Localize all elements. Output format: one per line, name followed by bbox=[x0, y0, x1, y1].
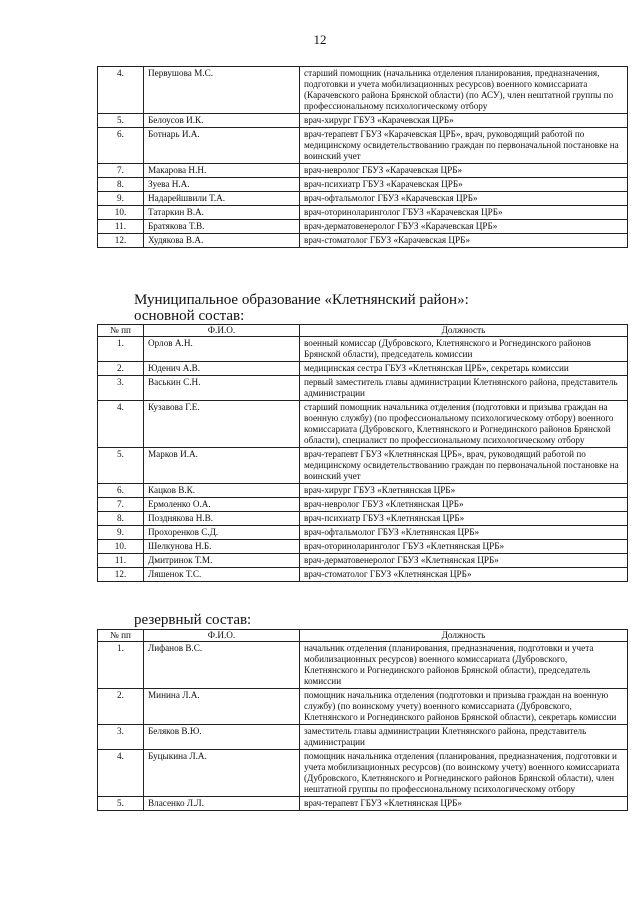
person-name-cell: Первушова М.С. bbox=[144, 67, 300, 114]
person-name-cell: Беляков В.Ю. bbox=[144, 725, 300, 750]
row-number-cell: 10. bbox=[98, 540, 144, 554]
person-name-cell: Ляшенок Т.С. bbox=[144, 568, 300, 582]
person-name-cell: Буцыкина Л.А. bbox=[144, 750, 300, 797]
column-header-position: Должность bbox=[300, 325, 628, 337]
position-cell: врач-терапевт ГБУЗ «Клетнянская ЦРБ», врач, руководящий работой по медицинскому освидетельствованию граждан по первоначальной постановке на воинский учет bbox=[300, 448, 628, 484]
position-cell: начальник отделения (планирования, предназначения, подготовки и учета мобилизационных ресурсов) военного комиссариата (Дубровского, Клетнянского и Рогнединского районов Брянской области), председатель комиссии bbox=[300, 642, 628, 689]
person-name-cell: Ботнарь И.А. bbox=[144, 128, 300, 164]
row-number-cell: 5. bbox=[98, 114, 144, 128]
table-row bbox=[98, 642, 628, 689]
person-name-cell: Макарова Н.Н. bbox=[144, 164, 300, 178]
position-cell: врач-стоматолог ГБУЗ «Карачевская ЦРБ» bbox=[300, 234, 628, 248]
person-name-cell: Юденич А.В. bbox=[144, 362, 300, 376]
person-name-cell: Лифанов В.С. bbox=[144, 642, 300, 689]
position-cell: врач-невролог ГБУЗ «Карачевская ЦРБ» bbox=[300, 164, 628, 178]
row-number-cell: 9. bbox=[98, 192, 144, 206]
column-header-num: № пп bbox=[98, 630, 144, 642]
person-name-cell: Худякова В.А. bbox=[144, 234, 300, 248]
position-cell: врач-терапевт ГБУЗ «Клетнянская ЦРБ» bbox=[300, 797, 628, 811]
table-row bbox=[98, 128, 628, 164]
table-row bbox=[98, 750, 628, 797]
person-name-cell: Власенко Л.Л. bbox=[144, 797, 300, 811]
table-row bbox=[98, 164, 628, 178]
person-name-cell: Ермоленко О.А. bbox=[144, 498, 300, 512]
row-number-cell: 7. bbox=[98, 498, 144, 512]
row-number-cell: 10. bbox=[98, 206, 144, 220]
row-number-cell: 3. bbox=[98, 725, 144, 750]
column-header-num: № пп bbox=[98, 325, 144, 337]
table-row bbox=[98, 484, 628, 498]
row-number-cell: 5. bbox=[98, 448, 144, 484]
position-cell: первый заместитель главы администрации Клетнянского района, представитель администрации bbox=[300, 376, 628, 401]
position-cell: военный комиссар (Дубровского, Клетнянского и Рогнединского районов Брянской области), председатель комиссии bbox=[300, 337, 628, 362]
table-row bbox=[98, 114, 628, 128]
position-cell: врач-психиатр ГБУЗ «Карачевская ЦРБ» bbox=[300, 178, 628, 192]
row-number-cell: 3. bbox=[98, 376, 144, 401]
table-row bbox=[98, 526, 628, 540]
person-name-cell: Шелкунова Н.Б. bbox=[144, 540, 300, 554]
row-number-cell: 11. bbox=[98, 554, 144, 568]
row-number-cell: 2. bbox=[98, 362, 144, 376]
row-number-cell: 4. bbox=[98, 401, 144, 448]
table-row bbox=[98, 67, 628, 114]
table-row bbox=[98, 178, 628, 192]
main-composition-table bbox=[97, 324, 628, 582]
municipality-heading: Муниципальное образование «Клетнянский район»: bbox=[134, 292, 469, 308]
row-number-cell: 4. bbox=[98, 750, 144, 797]
row-number-cell: 1. bbox=[98, 337, 144, 362]
table-row bbox=[98, 192, 628, 206]
position-cell: врач-офтальмолог ГБУЗ «Карачевская ЦРБ» bbox=[300, 192, 628, 206]
person-name-cell: Марков И.А. bbox=[144, 448, 300, 484]
table-row bbox=[98, 234, 628, 248]
person-name-cell: Зуева Н.А. bbox=[144, 178, 300, 192]
position-cell: медицинская сестра ГБУЗ «Клетнянская ЦРБ», секретарь комиссии bbox=[300, 362, 628, 376]
row-number-cell: 12. bbox=[98, 234, 144, 248]
table-row bbox=[98, 220, 628, 234]
row-number-cell: 12. bbox=[98, 568, 144, 582]
table-row bbox=[98, 362, 628, 376]
person-name-cell: Васькин С.Н. bbox=[144, 376, 300, 401]
position-cell: врач-хирург ГБУЗ «Карачевская ЦРБ» bbox=[300, 114, 628, 128]
column-header-position: Должность bbox=[300, 630, 628, 642]
reserve-composition-table bbox=[97, 629, 628, 811]
person-name-cell: Братякова Т.В. bbox=[144, 220, 300, 234]
person-name-cell: Дмитринок Т.М. bbox=[144, 554, 300, 568]
row-number-cell: 9. bbox=[98, 526, 144, 540]
table-row bbox=[98, 512, 628, 526]
page-number: 12 bbox=[313, 32, 327, 47]
position-cell: старший помощник (начальника отделения планирования, предназначения, подготовки и учета мобилизационных ресурсов) военного комиссариата (Карачевского района Брянской области) (по АСУ), член нештатной группы по профессиональному психологическому отбору bbox=[300, 67, 628, 114]
position-cell: заместитель главы администрации Клетнянского района, представитель администрации bbox=[300, 725, 628, 750]
karachev-commission-table bbox=[97, 66, 628, 248]
table-row bbox=[98, 540, 628, 554]
main-composition-heading: основной состав: bbox=[134, 308, 245, 324]
position-cell: врач-невролог ГБУЗ «Клетнянская ЦРБ» bbox=[300, 498, 628, 512]
row-number-cell: 7. bbox=[98, 164, 144, 178]
position-cell: врач-офтальмолог ГБУЗ «Клетнянская ЦРБ» bbox=[300, 526, 628, 540]
person-name-cell: Надарейшвили Т.А. bbox=[144, 192, 300, 206]
table-row bbox=[98, 554, 628, 568]
table-row bbox=[98, 376, 628, 401]
person-name-cell: Кацков В.К. bbox=[144, 484, 300, 498]
position-cell: врач-терапевт ГБУЗ «Карачевская ЦРБ», врач, руководящий работой по медицинскому освидетельствованию граждан по первоначальной постановке на воинский учет bbox=[300, 128, 628, 164]
person-name-cell: Минина Л.А. bbox=[144, 689, 300, 725]
position-cell: помощник начальника отделения (планирования, предназначения, подготовки и учета мобилизационных ресурсов) (по воинскому учету) военного комиссариата (Дубровского, Клетнянского и Рогнединского районов Брянской области), член нештатной группы по профессиональному психологическому отбору bbox=[300, 750, 628, 797]
row-number-cell: 6. bbox=[98, 484, 144, 498]
row-number-cell: 1. bbox=[98, 642, 144, 689]
table-row bbox=[98, 689, 628, 725]
row-number-cell: 2. bbox=[98, 689, 144, 725]
row-number-cell: 5. bbox=[98, 797, 144, 811]
column-header-name: Ф.И.О. bbox=[144, 630, 300, 642]
position-cell: старший помощник начальника отделения (подготовки и призыва граждан на военную службу) (по профессиональному психологическому отбору) военного комиссариата (Дубровского, Клетнянского и Рогнединского районов Брянской области), специалист по профессиональному психологическому отбору bbox=[300, 401, 628, 448]
position-cell: врач-дерматовенеролог ГБУЗ «Клетнянская ЦРБ» bbox=[300, 554, 628, 568]
table-row bbox=[98, 498, 628, 512]
position-cell: врач-дерматовенеролог ГБУЗ «Карачевская ЦРБ» bbox=[300, 220, 628, 234]
position-cell: врач-психиатр ГБУЗ «Клетнянская ЦРБ» bbox=[300, 512, 628, 526]
position-cell: врач-хирург ГБУЗ «Клетнянская ЦРБ» bbox=[300, 484, 628, 498]
table-header-row bbox=[98, 325, 628, 337]
person-name-cell: Прохоренков С.Д. bbox=[144, 526, 300, 540]
position-cell: врач-оториноларинголог ГБУЗ «Клетнянская ЦРБ» bbox=[300, 540, 628, 554]
column-header-name: Ф.И.О. bbox=[144, 325, 300, 337]
table-row bbox=[98, 725, 628, 750]
person-name-cell: Кузавова Г.Е. bbox=[144, 401, 300, 448]
position-cell: помощник начальника отделения (подготовки и призыва граждан на военную службу) (по воинскому учету) военного комиссариата (Дубровского, Клетнянского и Рогнединского районов Брянской области), секретарь комиссии bbox=[300, 689, 628, 725]
table-row bbox=[98, 337, 628, 362]
position-cell: врач-оториноларинголог ГБУЗ «Карачевская ЦРБ» bbox=[300, 206, 628, 220]
table-row bbox=[98, 568, 628, 582]
table-header-row bbox=[98, 630, 628, 642]
row-number-cell: 4. bbox=[98, 67, 144, 114]
reserve-composition-heading: резервный состав: bbox=[134, 612, 252, 628]
table-row bbox=[98, 206, 628, 220]
person-name-cell: Белоусов И.К. bbox=[144, 114, 300, 128]
row-number-cell: 11. bbox=[98, 220, 144, 234]
table-row bbox=[98, 401, 628, 448]
row-number-cell: 6. bbox=[98, 128, 144, 164]
row-number-cell: 8. bbox=[98, 178, 144, 192]
position-cell: врач-стоматолог ГБУЗ «Клетнянская ЦРБ» bbox=[300, 568, 628, 582]
table-row bbox=[98, 797, 628, 811]
person-name-cell: Орлов А.Н. bbox=[144, 337, 300, 362]
person-name-cell: Позднякова Н.В. bbox=[144, 512, 300, 526]
row-number-cell: 8. bbox=[98, 512, 144, 526]
table-row bbox=[98, 448, 628, 484]
person-name-cell: Татаркин В.А. bbox=[144, 206, 300, 220]
